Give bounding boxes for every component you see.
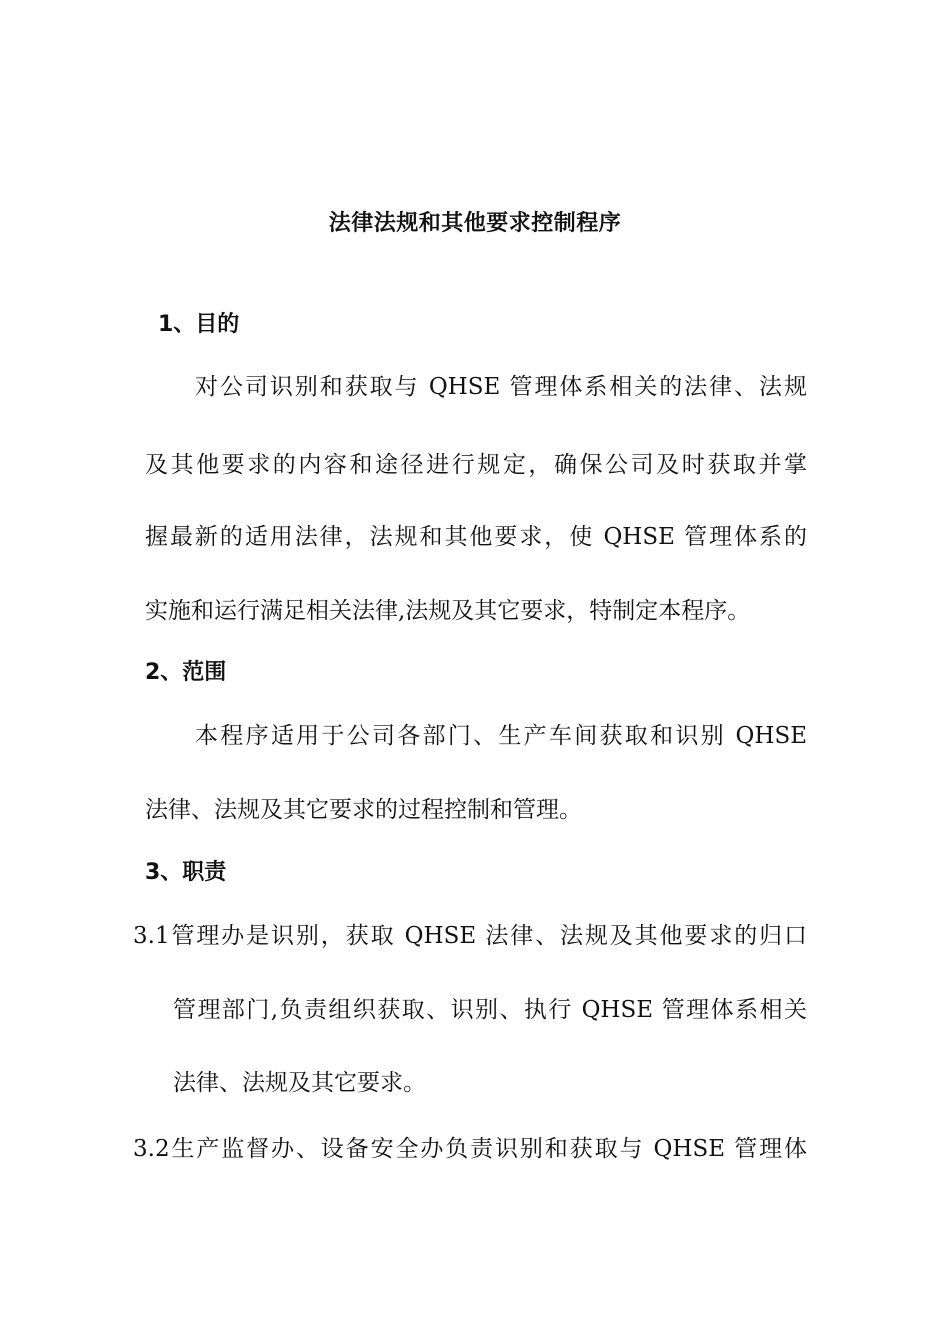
section-heading-scope: 2、范围 (145, 660, 227, 685)
list-item-line: 法律、法规及其它要求。 (173, 1070, 426, 1096)
list-item-line: 管理部门,负责组织获取、识别、执行 QHSE 管理体系相关 (173, 997, 807, 1023)
list-item-line: 3.1管理办是识别，获取 QHSE 法律、法规及其他要求的归口 (133, 923, 807, 949)
section-heading-responsibilities: 3、职责 (145, 860, 227, 885)
paragraph-line: 握最新的适用法律，法规和其他要求，使 QHSE 管理体系的 (145, 524, 807, 550)
document-title: 法律法规和其他要求控制程序 (328, 211, 622, 236)
paragraph-line: 实施和运行满足相关法律,法规及其它要求，特制定本程序。 (145, 598, 751, 624)
section-heading-purpose: 1、目的 (158, 312, 240, 337)
paragraph-line: 本程序适用于公司各部门、生产车间获取和识别 QHSE (195, 723, 807, 749)
list-item-line: 3.2生产监督办、设备安全办负责识别和获取与 QHSE 管理体 (133, 1136, 807, 1162)
paragraph-line: 及其他要求的内容和途径进行规定，确保公司及时获取并掌 (145, 452, 807, 478)
paragraph-line: 法律、法规及其它要求的过程控制和管理。 (145, 797, 582, 823)
paragraph-line: 对公司识别和获取与 QHSE 管理体系相关的法律、法规 (195, 374, 807, 400)
